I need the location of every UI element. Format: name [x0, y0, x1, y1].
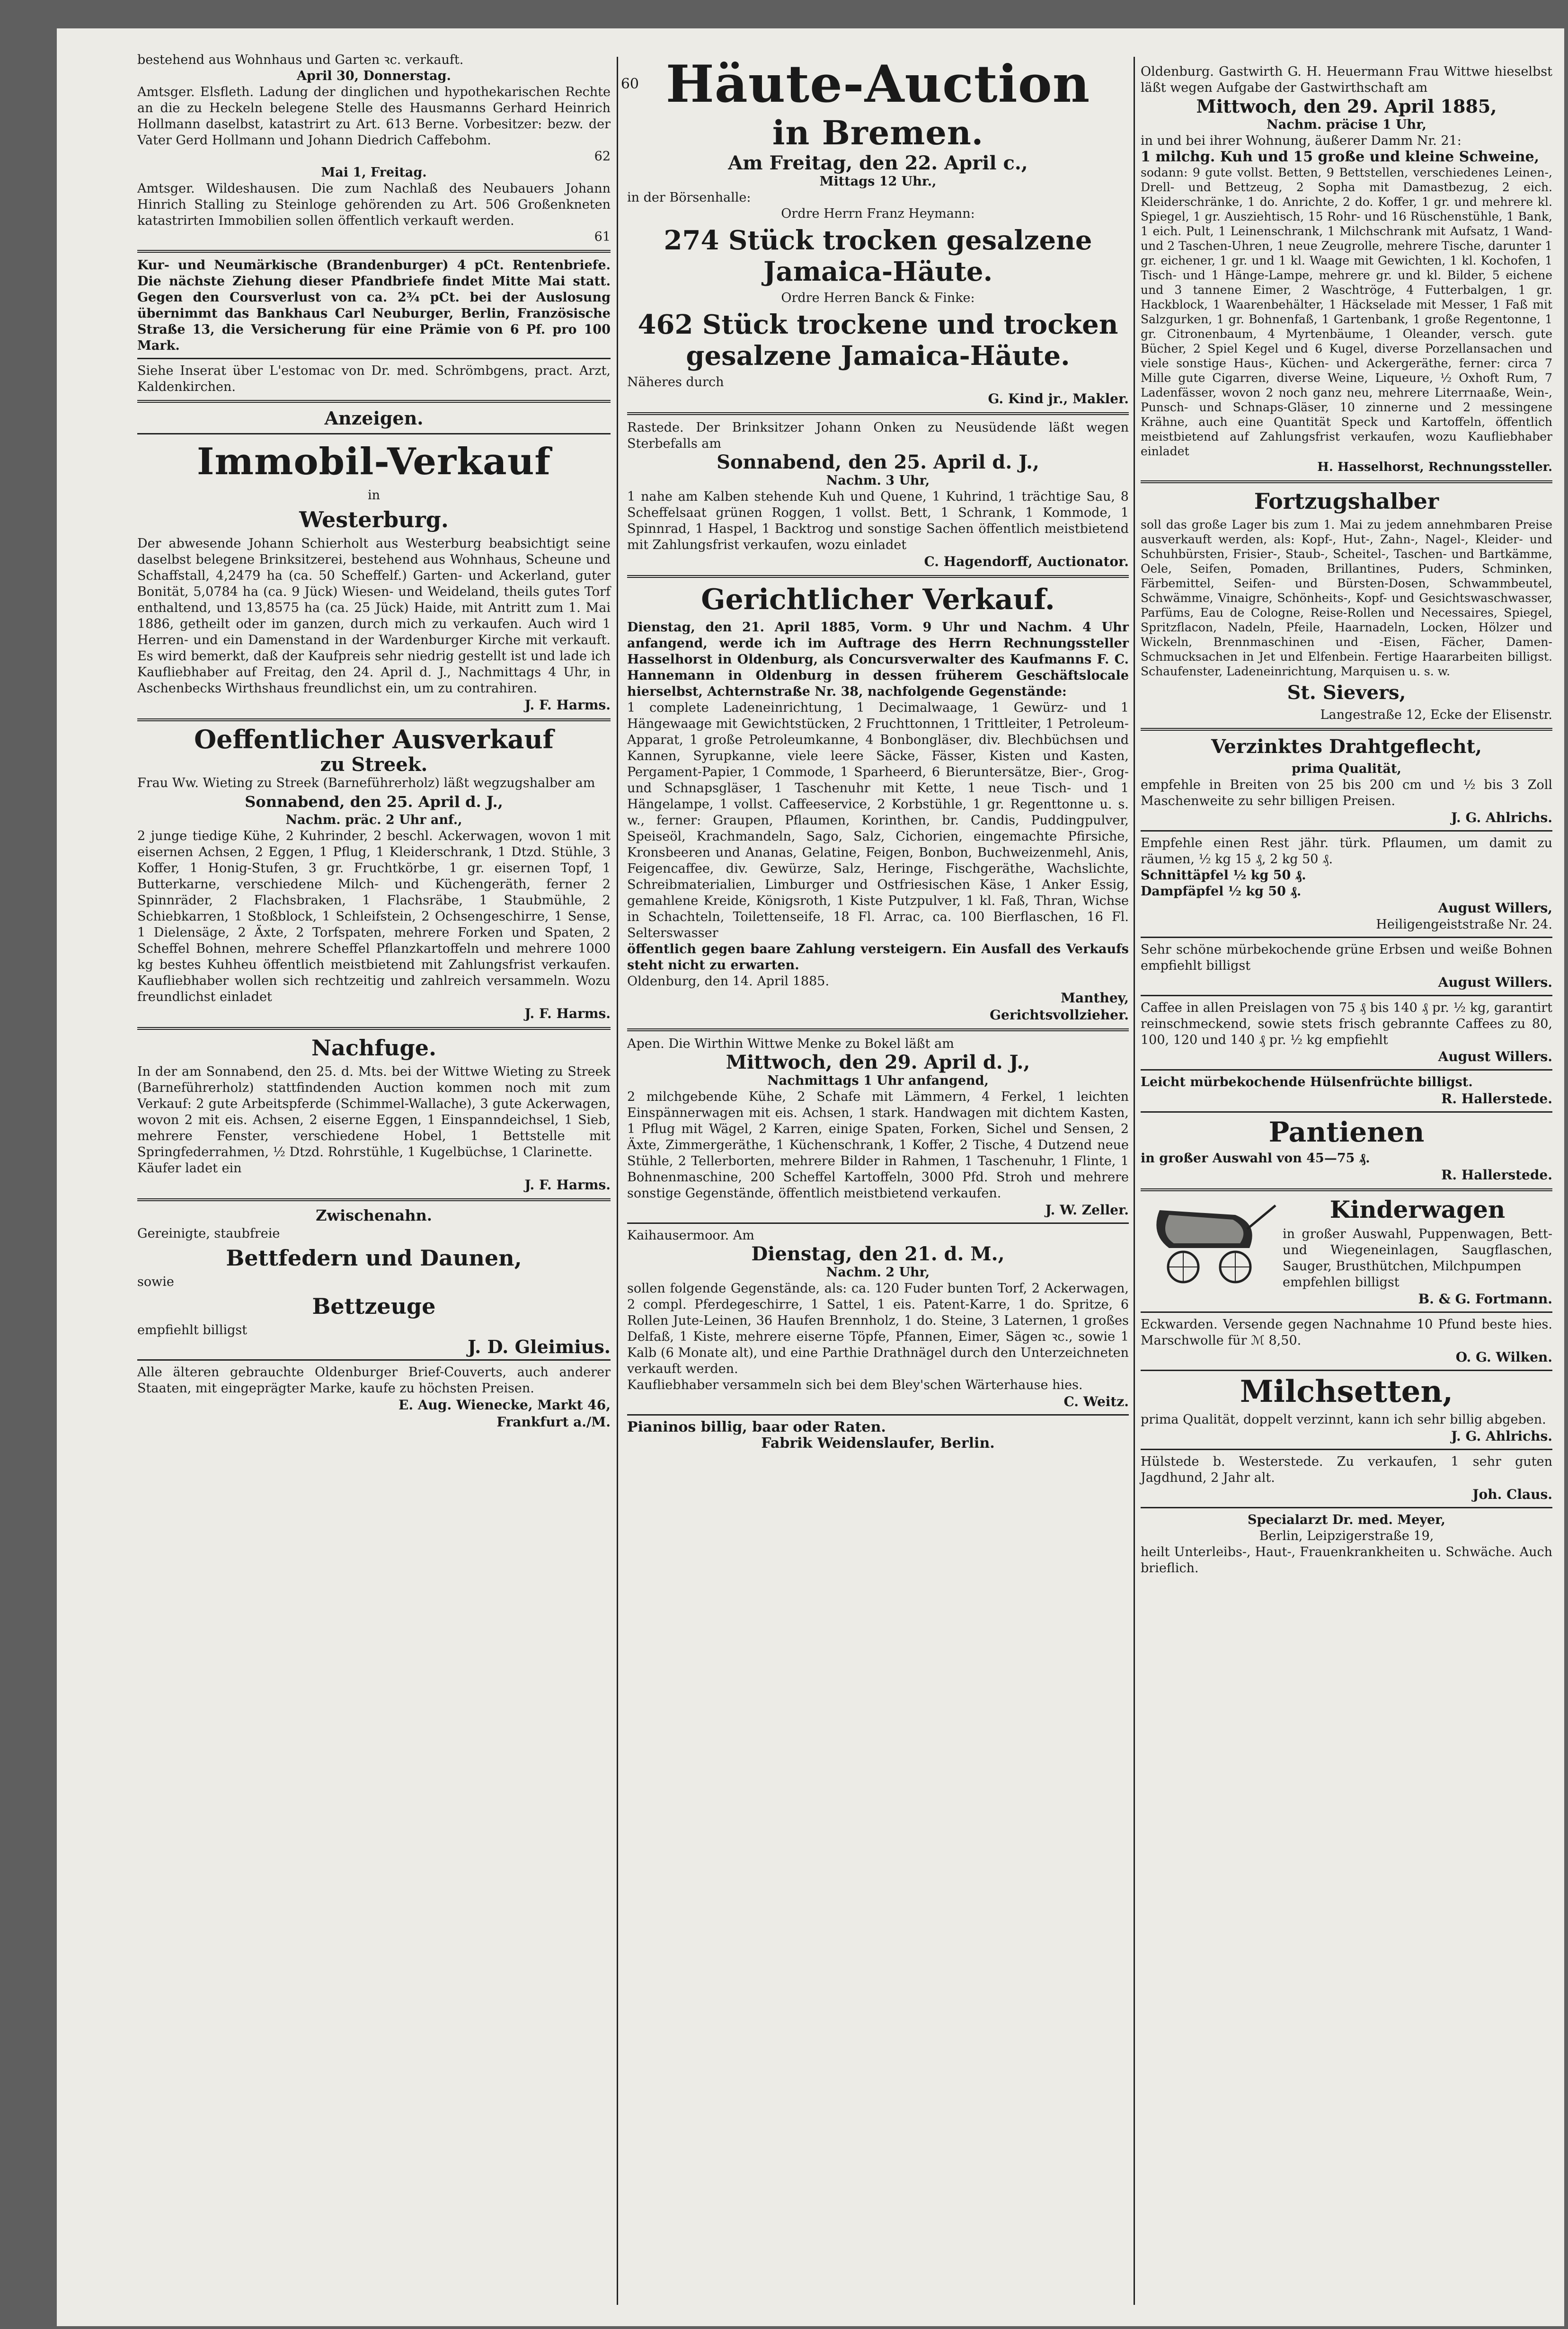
immobil-text: Der abwesende Johann Schierholt aus Westerburg beabsichtigt seine daselbst belegene Brinksitzerei, bestehend aus Wohnhaus, Scheune und Schaffstall, 4,2479 ha (ca. 50 Scheffelf.) Garten- und Ackerland, guter Bonität, 5,0784 ha (ca. 9 Jück) Wiesen- und Weideland, theils gutes Torf enthaltend, und 13,8575 ha (ca. 25 Jück) Haide, mit Antritt zum 1. Mai 1886, getheilt oder im ganzen, durch mich zu verkaufen. Auch wird 1 Herren- und ein Damenstand in der Wardenburger Kirche mit verkauft. Es wird bemerkt, daß der Kaufpreis sehr niedrig gestellt ist und lade ich Kaufliebhaber auf Freitag, den 24. April d. J., Nachmittags 4 Uhr, in Aschenbecks Wirthshaus freundlichst ein, um zu contrahiren.	[137, 536, 611, 696]
haeute-title: Häute-Auction	[665, 54, 1090, 114]
ausverkauf-signature: J. F. Harms.	[524, 1006, 611, 1021]
fort-signature: St. Sievers,	[1287, 682, 1406, 704]
listing-number: 61	[594, 230, 611, 244]
erbsen-text: Sehr schöne mürbekochende grüne Erbsen und weiße Bohnen empfiehlt billigst	[1141, 942, 1552, 973]
ausverkauf-intro: Frau Ww. Wieting zu Streek (Barneführerholz) läßt wegzugshalber am	[137, 776, 595, 790]
listing-text: Amtsger. Wildeshausen. Die zum Nachlaß des Neubauers Johann Hinrich Stalling zu Steinloge gehörenden zu Art. 506 Großenkneten katastrirten Immobilien sollen öffentlich verkauft werden.	[137, 181, 611, 228]
listing-number: 60	[620, 76, 639, 92]
spec-address: Berlin, Leipzigerstraße 19,	[1259, 1529, 1434, 1543]
draht-text: empfehle in Breiten von 25 bis 200 cm und ½ bis 3 Zoll Maschenweite zu sehr billigen Preisen.	[1141, 778, 1552, 808]
kaihauser-meeting: Kaufliebhaber versammeln sich bei dem Bley'schen Wärterhause hies.	[627, 1378, 1083, 1392]
pram-illustration-icon	[1141, 1196, 1278, 1286]
pant-text: in großer Auswahl von 45—75 ₰.	[1141, 1151, 1370, 1166]
old-date: Mittwoch, den 29. April 1885,	[1196, 96, 1497, 117]
rentenbriefe-notice: Kur- und Neumärkische (Brandenburger) 4 pCt. Rentenbriefe. Die nächste Ziehung dieser Pfandbriefe findet Mitte Mai statt. Gegen den Coursverlust von ca. 2¾ pCt. bei der Auslosung übernimmt das Bankhaus Carl Neuburger, Berlin, Französische Straße 13, die Versicherung für eine Prämie von 6 Pf. pro 100 Mark.	[137, 258, 611, 353]
old-time: Nachm. präcise 1 Uhr,	[1267, 117, 1426, 132]
zw-bettzeuge: Bettzeuge	[312, 1293, 436, 1319]
haeute-time: Mittags 12 Uhr.,	[819, 174, 937, 189]
nachfuge-signature: J. F. Harms.	[524, 1177, 611, 1193]
eck-text: Eckwarden. Versende gegen Nachnahme 10 Pfund beste hies. Marschwolle für ℳ 8,50.	[1141, 1317, 1552, 1348]
pianinos-ad: Pianinos billig, baar oder Raten.	[627, 1419, 886, 1435]
rastede-text2: 1 nahe am Kalben stehende Kuh und Quene, 1 Kuhrind, 1 trächtige Sau, 8 Scheffelsaat grünen Roggen, 1 vollst. Bett, 1 Schrank, 1 Kommode, 1 Spinnrad, 1 Haspel, 1 Backtrog und sonstige Sachen öffentlich meistbietend mit Zahlungsfrist verkaufen, wozu einladet	[627, 489, 1129, 552]
pianinos-fabrik: Fabrik Weidenslaufer, Berlin.	[761, 1435, 995, 1452]
huelsen-signature: R. Hallerstede.	[1441, 1091, 1552, 1107]
haeute-ordre: Ordre Herrn Franz Heymann:	[781, 206, 975, 221]
immobil-in: in	[367, 488, 381, 503]
draht-subtitle: prima Qualität,	[1292, 762, 1401, 776]
haeute-place: in Bremen.	[772, 113, 984, 152]
pflaum-signature: August Willers,	[1438, 900, 1552, 916]
immobil-title: Immobil-Verkauf	[196, 440, 551, 483]
ausverkauf-title: Oeffentlicher Ausverkauf	[194, 724, 554, 754]
old-location: in und bei ihrer Wohnung, äußerer Damm Nr. 21:	[1141, 133, 1462, 148]
huels-text: Hülstede b. Westerstede. Zu verkaufen, 1 sehr guten Jagdhund, 2 Jahr alt.	[1141, 1454, 1552, 1485]
zw-bettfedern: Bettfedern und Daunen,	[226, 1245, 522, 1271]
erbsen-signature: August Willers.	[1438, 974, 1552, 990]
nachfuge-title: Nachfuge.	[311, 1035, 436, 1061]
gericht-role: Gerichtsvollzieher.	[990, 1007, 1129, 1023]
old-signature: H. Hasselhorst, Rechnungssteller.	[1317, 460, 1552, 474]
column-divider	[617, 57, 618, 2305]
gericht-intro: Dienstag, den 21. April 1885, Vorm. 9 Uhr und Nachm. 4 Uhr anfangend, werde ich im Auftrage des Herrn Rechnungssteller Hasselhorst in Oldenburg, als Concursverwalter des Kaufmanns F. C. Hannemann in Oldenburg in dessen früherem Geschäftslocale hierselbst, Achternstraße Nr. 38, nachfolgende Gegenstände:	[627, 620, 1129, 699]
haeute-date: Am Freitag, den 22. April c.,	[728, 152, 1028, 174]
estomac-notice: Siehe Inserat über L'estomac von Dr. med. Schrömbgens, pract. Arzt, Kaldenkirchen.	[137, 363, 611, 394]
ausverkauf-time: Nachm. präc. 2 Uhr anf.,	[285, 813, 462, 827]
nachfuge-kaeufer: Käufer ladet ein	[137, 1161, 242, 1176]
rastede-date: Sonnabend, den 25. April d. J.,	[717, 451, 1039, 473]
zwischenahn-heading: Zwischenahn.	[316, 1206, 432, 1224]
haeute-naeheres: Näheres durch	[627, 375, 724, 390]
immobil-place: Westerburg.	[299, 507, 449, 532]
pant-signature: R. Hallerstede.	[1441, 1167, 1552, 1183]
zw-empfiehlt: empfiehlt billigst	[137, 1323, 248, 1337]
apen-signature: J. W. Zeller.	[1045, 1202, 1129, 1218]
newspaper-page	[57, 28, 1564, 2326]
fort-title: Fortzugshalber	[1254, 488, 1439, 514]
milch-signature: J. G. Ahlrichs.	[1451, 1428, 1552, 1444]
listing-text: bestehend aus Wohnhaus und Garten ꝛc. verkauft.	[137, 53, 464, 67]
listing-date-heading: April 30, Donnerstag.	[297, 69, 451, 83]
haeute-lot1: 274 Stück trocken gesalzene Jamaica-Häute.	[664, 225, 1092, 287]
kaihauser-text: Kaihausermoor. Am	[627, 1228, 754, 1243]
column-middle	[627, 28, 1129, 2326]
apen-text: Apen. Die Wirthin Wittwe Menke zu Bokel läßt am	[627, 1036, 954, 1051]
kaihauser-date: Dienstag, den 21. d. M.,	[751, 1243, 1005, 1265]
huels-signature: Joh. Claus.	[1472, 1487, 1552, 1502]
old-text: Oldenburg. Gastwirth G. H. Heuermann Frau Wittwe hieselbst läßt wegen Aufgabe der Gastwirthschaft am	[1141, 64, 1552, 95]
column-left	[137, 28, 639, 2326]
zw-signature: J. D. Gleimius.	[468, 1336, 611, 1357]
old-items: sodann: 9 gute vollst. Betten, 9 Bettstellen, verschiedenes Leinen-, Drell- und Bettzeug, 2 Sopha mit Damastbezug, 2 eich. Kleiderschränke, 1 do. Anrichte, 2 do. Koffer, 1 gr. und mehrere kl. Spiegel, 1 gr. Ausziehtisch, 15 Rohr- und 16 Rüschenstühle, 1 Bank, 1 eich. Pult, 1 Leinenschrank, 1 Milchschrank mit Aufsatz, 1 Wand- und 2 Taschen-Uhren, 1 neue Zeugrolle, mehrere Tische, darunter 1 gr. eichener, 1 gr. und 1 kl. Waage mit Gewichten, 1 kl. Kochofen, 1 Tisch- und 1 Hänge-Lampe, mehrere gr. und kl. Bilder, 5 eichene und 3 tannene Eimer, 2 Waschtröge, 4 Futterbalgen, 1 gr. Hackblock, 1 Waarenbehälter, 1 Häckselade mit Messer, 1 Faß mit Salzgurken, 1 gr. Bohnenfaß, 1 Gartenbank, 1 große Regentonne, 1 gr. Citronenbaum, 4 Myrtenbäume, 1 Oleander, versch. gute Bücher, 2 Spiel Kegel und 6 Kugel, diverse Porzellansachen und viele sonstige Haus-, Küchen- und Ackergeräthe, ferner: circa 7 Mille gute Cigarren, diverse Weine, Liqueure, ½ Oxhoft Rum, 7 Ladenfässer, wovon 2 noch ganz neu, mehrere Literrnaaße, Wein-, Punsch- und Schnaps-Gläser, 10 zinnerne und 2 messingene Krähne, auch eine Quantität Speck und Kartoffeln, öffentlich meistbietend auf Zahlungsfrist verkaufen, wozu Kaufliebhaber einladet	[1141, 166, 1552, 458]
rastede-text: Rastede. Der Brinksitzer Johann Onken zu Neusüdende läßt wegen Sterbefalls am	[627, 420, 1129, 451]
fort-text: soll das große Lager bis zum 1. Mai zu jedem annehmbaren Preise ausverkauft werden, als: Kopf-, Hut-, Zahn-, Nagel-, Kleider- und Schuhbürsten, Frisier-, Staub-, Scheitel-, Taschen- und Bartkämme, Oele, Seifen, Pomaden, Brillantines, Puders, Schminken, Färbemittel, Seifen- und Bürsten-Dosen, Schwammbeutel, Schwämme, Vinaigre, Schönheits-, Kopf- und Gesichtswaschwasser, Parfüms, Eau de Cologne, Reise-Rollen und Necessaires, Spiegel, Spritzflacon, Nadeln, Pfeile, Haarnadeln, Locken, Hölzer und Wickeln, Brennmaschinen und -Eisen, Fächer, Damen-Schmucksachen in Jet und Elfenbein. Fertige Haararbeiten billigst. Schaufenster, Ladeneinrichtung, Marquisen u. s. w.	[1141, 518, 1552, 678]
gericht-items: 1 complete Ladeneinrichtung, 1 Decimalwaage, 1 Gewürz- und 1 Hängewaage mit Gewichtstücken, 2 Fruchttonnen, 1 Trittleiter, 1 Petroleum-Apparat, 1 große Petroleumkanne, 4 Bonbongläser, div. Blechbüchsen und Kannen, Syrupkanne, viele leere Säcke, Fässer, Kisten und Kasten, Pergament-Papier, 1 Commode, 1 Sparheerd, 6 Bieruntersätze, Bier-, Grog- und Schnapsgläser, 1 Taschenuhr mit Kette, 1 neue Tisch- und 1 Hängelampe, 1 vollst. Caffeeservice, 2 Korbstühle, 1 gr. Regenttonne u. s. w., ferner: Graupen, Pflaumen, Korinthen, br. Candis, Puddingpulver, Speiseöl, Krachmandeln, Sago, Salz, Cichorien, eingemachte Pfirsiche, Kronsbeeren und Ananas, Gelatine, Feigen, Bonbon, Buchweizenmehl, Anis, Feigencaffee, div. Gewürze, Salz, Heringe, Fischgeräthe, Wachslichte, Schreibmaterialien, Limburger und Ostfriesischen Käse, 1 Anker Essig, gemahlene Kreide, Königsroth, 1 Kiste Putzpulver, 1 kl. Faß, Thran, Wichse in Schachteln, Toilettenseife, 18 Fl. Arrac, ca. 100 Bierflaschen, 16 Fl. Selterswasser	[627, 700, 1129, 940]
spec-text: heilt Unterleibs-, Haut-, Frauenkrankheiten u. Schwäche. Auch brieflich.	[1141, 1545, 1552, 1576]
draht-title: Verzinktes Drahtgeflecht,	[1211, 735, 1482, 758]
gericht-terms: öffentlich gegen baare Zahlung versteigern. Ein Ausfall des Verkaufs steht nicht zu erwarten.	[627, 942, 1129, 973]
pflaum-dampfaepfel: Dampfäpfel ½ kg 50 ₰.	[1141, 884, 1302, 899]
milch-title: Milchsetten,	[1240, 1374, 1453, 1409]
kinder-empfehlen: empfehlen billigst	[1283, 1275, 1400, 1290]
apen-time: Nachmittags 1 Uhr anfangend,	[767, 1073, 989, 1088]
caffee-text: Caffee in allen Preislagen von 75 ₰ bis 140 ₰ pr. ½ kg, garantirt reinschmeckend, sowie stets frisch gebrannte Caffees zu 80, 100, 120 und 140 ₰ pr. ½ kg empfiehlt	[1141, 1001, 1552, 1047]
gericht-date: Oldenburg, den 14. April 1885.	[627, 974, 830, 989]
pflaum-schnittaepfel: Schnittäpfel ½ kg 50 ₰.	[1141, 868, 1306, 883]
gericht-signature: Manthey,	[1061, 990, 1129, 1006]
draht-signature: J. G. Ahlrichs.	[1451, 810, 1552, 825]
gericht-title: Gerichtlicher Verkauf.	[701, 583, 1055, 616]
apen-items: 2 milchgebende Kühe, 2 Schafe mit Lämmern, 4 Ferkel, 1 leichten Einspännerwagen mit eis. Achsen, 1 stark. Handwagen mit dichtem Kasten, 1 Pflug mit Wägel, 2 Karren, einige Spaten, Forken, Sichel und Sensen, 2 Äxte, Zimmergeräthe, 1 Küchenschrank, 1 Koffer, 2 Tische, 4 Dutzend neue Stühle, 2 Tellerborten, mehrere Bilder in Rahmen, 1 Taschenuhr, 1 Flinte, 1 Bohnenmaschine, 200 Scheffel Kartoffeln, 3000 Pfd. Stroh und mehrere sonstige Gegenstände, öffentlich meistbietend verkaufen.	[627, 1089, 1129, 1201]
listing-number: 62	[594, 149, 611, 164]
milch-text: prima Qualität, doppelt verzinnt, kann ich sehr billig abgeben.	[1141, 1412, 1546, 1427]
rastede-signature: C. Hagendorff, Auctionator.	[924, 554, 1129, 569]
apen-date: Mittwoch, den 29. April d. J.,	[726, 1051, 1030, 1073]
eck-signature: O. G. Wilken.	[1455, 1349, 1552, 1365]
briefe-city: Frankfurt a./M.	[496, 1414, 611, 1430]
nachfuge-text: In der am Sonnabend, den 25. d. Mts. bei der Wittwe Wieting zu Streek (Barneführerholz) stattfindenden Auction kommen noch mit zum Verkauf: 2 gute Arbeitspferde (Schimmel-Wallache), 3 gute Ackerwagen, wovon 2 mit eis. Achsen, 2 eiserne Eggen, 1 Einspanndeichsel, 1 Sieb, mehrere Fenster, verschiedene Hobel, 1 Bettstelle mit Springfederrahmen, ½ Dtzd. Rohrstühle, 1 Kugelbüchse, 1 Clarinette.	[137, 1064, 611, 1160]
ausverkauf-date: Sonnabend, den 25. April d. J.,	[245, 793, 503, 811]
listing-date-heading: Mai 1, Freitag.	[321, 165, 427, 180]
haeute-ordre: Ordre Herren Banck & Finke:	[781, 291, 975, 305]
column-right	[1141, 28, 1552, 2326]
ausverkauf-place: zu Streek.	[320, 753, 428, 776]
listing-text: Amtsger. Elsfleth. Ladung der dinglichen und hypothekarischen Rechte an die zu Heckeln belegene Stelle des Hausmanns Gerhard Heinrich Hollmann daselbst, katastrirt zu Art. 613 Berne. Vorbesitzer: bezw. der Vater Gerd Hollmann und Johann Diedrich Caffebohm.	[137, 85, 611, 148]
kinder-title: Kinderwagen	[1329, 1195, 1506, 1223]
kaihauser-items: sollen folgende Gegenstände, als: ca. 120 Fuder bunten Torf, 2 Ackerwagen, 2 compl. Pferdegeschirre, 1 Sattel, 1 eis. Patent-Karre, 1 do. Spritze, 6 Rollen Jute-Leinen, 36 Haufen Brennholz, 1 do. Steine, 3 Laternen, 1 großes Delfaß, 1 Kiste, mehrere eiserne Töpfe, Pfannen, Eimer, Sägen ꝛc., sowie 1 Kalb (6 Monate alt), und eine Parthie Drathnägel durch den Unterzeichneten verkauft werden.	[627, 1281, 1129, 1376]
ausverkauf-text: 2 junge tiedige Kühe, 2 Kuhrinder, 2 beschl. Ackerwagen, wovon 1 mit eisernen Achsen, 2 Eggen, 1 Pflug, 1 Kleiderschrank, 1 Dtzd. Stühle, 3 Koffer, 1 Honig-Stufen, 3 gr. Fruchtkörbe, 1 gr. eisernen Topf, 1 Butterkarne, verschiedene Milch- und Küchengeräth, ferner 2 Spinnräder, 2 Flachsbraken, 1 Flachsräbe, 1 Staubmühle, 2 Schiebkarren, 1 Stoßblock, 1 Schleifstein, 2 Ochsengeschirre, 1 Sense, 1 Dielensäge, 2 Äxte, 2 Torfspaten, mehrere Forken und Spaten, 2 Scheffel Bohnen, mehrere Scheffel Pflanzkartoffeln und mehrere 1000 kg bestes Kuhheu öffentlich meistbietend mit Zahlungsfrist verkaufen. Kaufliebhaber wollen sich rechtzeitig und zahlreich versammeln. Wozu freundlichst einladet	[137, 829, 611, 1004]
fort-address: Langestraße 12, Ecke der Elisenstr.	[1320, 708, 1552, 722]
zw-line: Gereinigte, staubfreie	[137, 1226, 280, 1241]
immobil-signature: J. F. Harms.	[524, 697, 611, 713]
pflaum-address: Heiligengeiststraße Nr. 24.	[1376, 917, 1552, 932]
old-headline: 1 milchg. Kuh und 15 große und kleine Schweine,	[1141, 149, 1540, 165]
briefe-signature: E. Aug. Wienecke, Markt 46,	[398, 1397, 611, 1413]
haeute-lot2: 462 Stück trockene und trocken gesalzene Jamaica-Häute.	[638, 309, 1118, 372]
zw-sowie: sowie	[137, 1275, 174, 1289]
haeute-signature: G. Kind jr., Makler.	[988, 391, 1129, 407]
kaihauser-time: Nachm. 2 Uhr,	[826, 1265, 930, 1280]
pflaum-text: Empfehle einen Rest jähr. türk. Pflaumen, um damit zu räumen, ½ kg 15 ₰, 2 kg 50 ₰.	[1141, 836, 1552, 867]
rastede-time: Nachm. 3 Uhr,	[826, 473, 930, 488]
huelsen-text: Leicht mürbekochende Hülsenfrüchte billigst.	[1141, 1075, 1473, 1089]
caffee-signature: August Willers.	[1438, 1049, 1552, 1064]
kaihauser-signature: C. Weitz.	[1063, 1394, 1129, 1409]
column-divider	[1134, 57, 1135, 2305]
kinder-text: in großer Auswahl, Puppenwagen, Bett- und Wiegeneinlagen, Saugflaschen, Sauger, Brusthütchen, Milchpumpen	[1283, 1227, 1552, 1274]
haeute-location: in der Börsenhalle:	[627, 190, 751, 205]
section-heading-anzeigen: Anzeigen.	[324, 407, 424, 429]
pant-title: Pantienen	[1268, 1116, 1425, 1148]
briefe-text: Alle älteren gebrauchte Oldenburger Brief-Couverts, auch anderer Staaten, mit eingeprägter Marke, kaufe zu höchsten Preisen.	[137, 1365, 611, 1396]
kinder-signature: B. & G. Fortmann.	[1418, 1291, 1552, 1307]
kinderwagen-ad	[1141, 1196, 1552, 1275]
spec-title: Specialarzt Dr. med. Meyer,	[1248, 1513, 1445, 1527]
